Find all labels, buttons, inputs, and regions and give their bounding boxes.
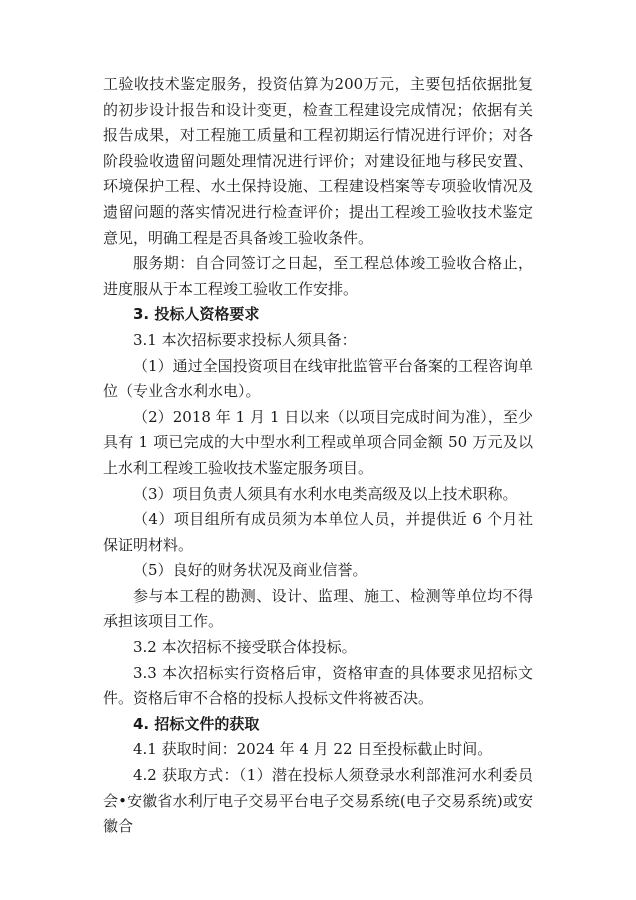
requirement-1: （1）通过全国投资项目在线审批监管平台备案的工程咨询单位（专业含水利水电）。	[103, 356, 533, 401]
paragraph-3-2: 3.2 本次招标不接受联合体投标。	[133, 638, 357, 657]
paragraph-3-3: 3.3 本次招标实行资格后审，资格审查的具体要求见招标文件。资格后审不合格的投标人投标文件将被否决。	[103, 663, 533, 708]
requirement-3: （3）项目负责人须具有水利水电类高级及以上技术职称。	[133, 484, 518, 503]
paragraph-exclusion: 参与本工程的勘测、设计、监理、施工、检测等单位均不得承担该项目工作。	[103, 586, 533, 631]
requirement-2: （2）2018 年 1 月 1 日以来（以项目完成时间为准），至少具有 1 项已完成的大中型水利工程或单项合同金额 50 万元及以上水利工程竣工验收技术鉴定服务项目。	[103, 407, 533, 477]
paragraph-4-1: 4.1 获取时间：2024 年 4 月 22 日至投标截止时间。	[133, 740, 493, 759]
section-heading-qualifications: 3. 投标人资格要求	[133, 305, 260, 324]
paragraph-service-period: 服务期：自合同签订之日起，至工程总体竣工验收合格止，进度服从于本工程竣工验收工作安排。	[103, 254, 533, 298]
paragraph-3-1: 3.1 本次招标要求投标人须具备：	[133, 330, 357, 349]
paragraph-4-2: 4.2 获取方式：（1）潜在投标人须登录水利部淮河水利委员会•安徽省水利厅电子交易平台电子交易系统(电子交易系统)或安徽合	[103, 766, 533, 836]
paragraph-scope: 工验收技术鉴定服务，投资估算为200万元，主要包括依据批复的初步设计报告和设计变更，检查工程建设完成情况；依据有关报告成果，对工程施工质量和工程初期运行情况进行评价；对各阶段验收遗留问题处理情况进行评价；对建设征地与移民安置、环境保护工程、水土保持设施、工程建设档案等专项验收情况及遗留问题的落实情况进行检查评价；提出工程竣工验收技术鉴定意见，明确工程是否具备竣工验收条件。	[103, 75, 533, 247]
requirement-4: （4）项目组所有成员须为本单位人员，并提供近 6 个月社保证明材料。	[103, 510, 533, 554]
document-body	[103, 72, 533, 840]
section-heading-tender-documents: 4. 招标文件的获取	[133, 714, 260, 733]
requirement-5: （5）良好的财务状况及商业信誉。	[133, 561, 368, 580]
